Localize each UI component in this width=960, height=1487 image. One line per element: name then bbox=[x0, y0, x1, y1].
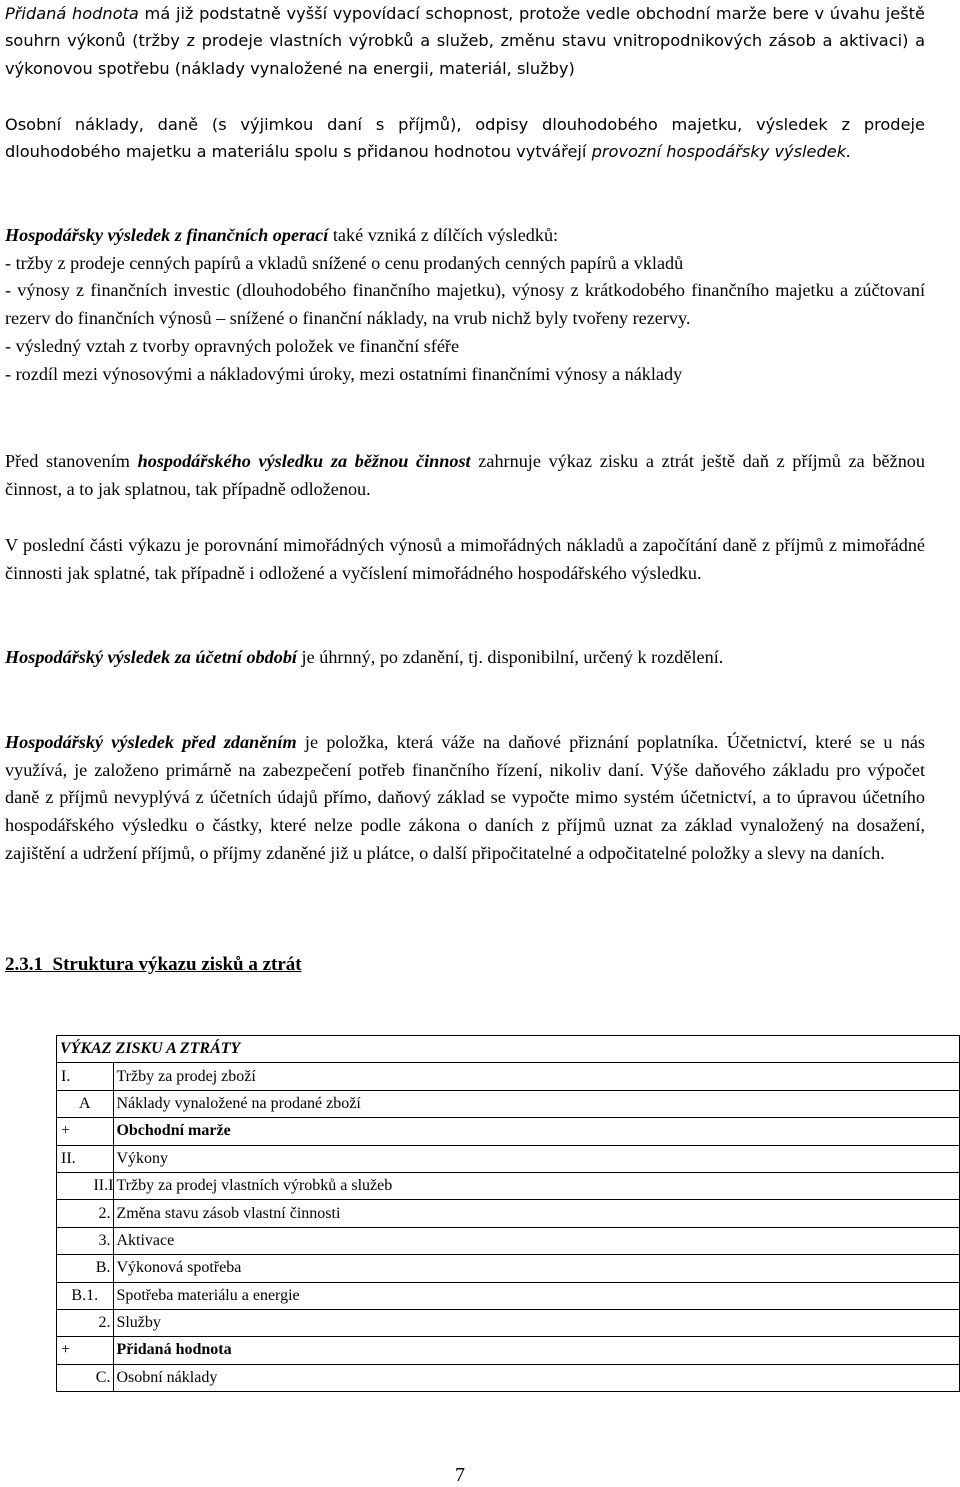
table-row bbox=[57, 1118, 960, 1145]
row-code: + bbox=[57, 1118, 114, 1145]
row-code: 2. bbox=[57, 1200, 114, 1227]
text-period-result: je úhrnný, po zdanění, tj. disponibilní, určený k rozdělení. bbox=[297, 647, 724, 667]
row-label: Tržby za prodej zboží bbox=[114, 1063, 960, 1090]
text-operating-result: Osobní náklady, daně (s výjimkou daní s příjmů), odpisy dlouhodobého majetku, výsledek z prodeje dlouhodobého majetku a materiálu spolu s přidanou hodnotou vytvářejí bbox=[5, 115, 925, 162]
table-row bbox=[57, 1172, 960, 1199]
bullet-item: - výsledný vztah z tvorby opravných položek ve finanční sféře bbox=[5, 335, 460, 356]
row-code: II.I bbox=[57, 1172, 114, 1199]
income-statement-table bbox=[56, 1035, 960, 1392]
table-row bbox=[57, 1255, 960, 1282]
section-heading: 2.3.1 Struktura výkazu zisků a ztrát bbox=[5, 954, 302, 975]
paragraph-operating-result bbox=[5, 111, 925, 166]
row-code: 2. bbox=[57, 1309, 114, 1336]
table-row bbox=[57, 1227, 960, 1254]
table-row bbox=[57, 1364, 960, 1391]
page-number: 7 bbox=[455, 1464, 465, 1486]
term-financial-result: Hospodářsky výsledek z finančních operací bbox=[5, 225, 329, 245]
table-row bbox=[57, 1200, 960, 1227]
text-financial-result: také vzniká z dílčích výsledků: bbox=[328, 225, 559, 245]
paragraph-added-value bbox=[5, 0, 925, 82]
row-code: + bbox=[57, 1337, 114, 1364]
row-label: Aktivace bbox=[114, 1227, 960, 1254]
table-row bbox=[57, 1145, 960, 1172]
table-row bbox=[57, 1337, 960, 1364]
row-label: Náklady vynaložené na prodané zboží bbox=[114, 1090, 960, 1117]
row-code: C. bbox=[57, 1364, 114, 1391]
table-title-row bbox=[57, 1036, 960, 1063]
row-label: Spotřeba materiálu a energie bbox=[114, 1282, 960, 1309]
text-pretax-result: je položka, která váže na daňové přiznání poplatníka. Účetnictví, které se u nás využívá, je založeno primárně na zabezpečení potřeb finančního řízení, nikoliv daní. Výše daňového základu pro výpočet daně z příjmů nevyplývá z účetních údajů přímo, daňový základ se vypočte mimo systém účetnictví, a to úpravou účetního hospodářského výsledku o částky, které nelze podle zákona o daních z příjmů uznat za základ vynaložený na dosažení, zajištění a udržení příjmů, o příjmy zdaněné již u plátce, o další připočitatelné a odpočitatelné položky a slevy na daních. bbox=[5, 732, 926, 863]
term-operating-result: provozní hospodářsky výsledek. bbox=[591, 142, 852, 162]
bullet-item: - rozdíl mezi výnosovými a nákladovými úroky, mezi ostatními finančními výnosy a náklady bbox=[5, 363, 683, 384]
text-ordinary-pre: Před stanovením bbox=[5, 451, 138, 471]
text-added-value: má již podstatně vyšší vypovídací schopnost, protože vedle obchodní marže bere v úvahu ještě souhrn výkonů (tržby z prodeje vlastních výrobků a služeb, změnu stavu vnitropodnikových zásob a aktivaci) a výkonovou spotřebu (náklady vynaložené na energii, materiál, služby) bbox=[5, 4, 925, 78]
term-pretax-result: Hospodářský výsledek před zdaněním bbox=[5, 732, 297, 752]
bullet-item: - výnosy z finančních investic (dlouhodobého finančního majetku), výnosy z krátkodobého finančního majetku a zúčtovaní rezerv do finančních výnosů – snížené o finanční náklady, na vrub nichž byly tvořeny rezervy. bbox=[5, 280, 925, 329]
row-code: B. bbox=[57, 1255, 114, 1282]
paragraph-ordinary-result bbox=[5, 448, 925, 503]
row-label: Přidaná hodnota bbox=[114, 1337, 960, 1364]
term-ordinary-result: hospodářského výsledku za běžnou činnost bbox=[137, 451, 471, 471]
row-code: 3. bbox=[57, 1227, 114, 1254]
table-row bbox=[57, 1282, 960, 1309]
table-row bbox=[57, 1090, 960, 1117]
table-row bbox=[57, 1063, 960, 1090]
row-label: Výkony bbox=[114, 1145, 960, 1172]
row-code: A bbox=[57, 1090, 114, 1117]
bullet-item: - tržby z prodeje cenných papírů a vkladů snížené o cenu prodaných cenných papírů a vkladů bbox=[5, 252, 684, 273]
paragraph-pretax-result bbox=[5, 729, 925, 868]
row-code: I. bbox=[57, 1063, 114, 1090]
paragraph-financial-result bbox=[5, 222, 925, 388]
row-label: Výkonová spotřeba bbox=[114, 1255, 960, 1282]
paragraph-period-result bbox=[5, 644, 925, 672]
row-code: II. bbox=[57, 1145, 114, 1172]
row-label: Obchodní marže bbox=[114, 1118, 960, 1145]
row-label: Osobní náklady bbox=[114, 1364, 960, 1391]
row-label: Služby bbox=[114, 1309, 960, 1336]
paragraph-extraordinary: V poslední části výkazu je porovnání mimořádných výnosů a mimořádných nákladů a započítání daně z příjmů z mimořádné činnosti jak splatné, tak případně i odložené a vyčíslení mimořádného hospodářského výsledku. bbox=[5, 535, 925, 583]
financial-result-intro bbox=[5, 222, 925, 250]
term-added-value: Přidaná hodnota bbox=[5, 4, 139, 23]
row-label: Změna stavu zásob vlastní činnosti bbox=[114, 1200, 960, 1227]
table-row bbox=[57, 1309, 960, 1336]
text-ordinary-result: zahrnuje výkaz zisku a ztrát ještě daň z příjmů za běžnou činnost, a to jak splatnou, tak případně odloženou. bbox=[5, 451, 925, 499]
row-label: Tržby za prodej vlastních výrobků a služeb bbox=[114, 1172, 960, 1199]
table-title: VÝKAZ ZISKU A ZTRÁTY bbox=[57, 1036, 960, 1063]
row-code: B.1. bbox=[57, 1282, 114, 1309]
term-period-result: Hospodářský výsledek za účetní období bbox=[5, 647, 297, 667]
